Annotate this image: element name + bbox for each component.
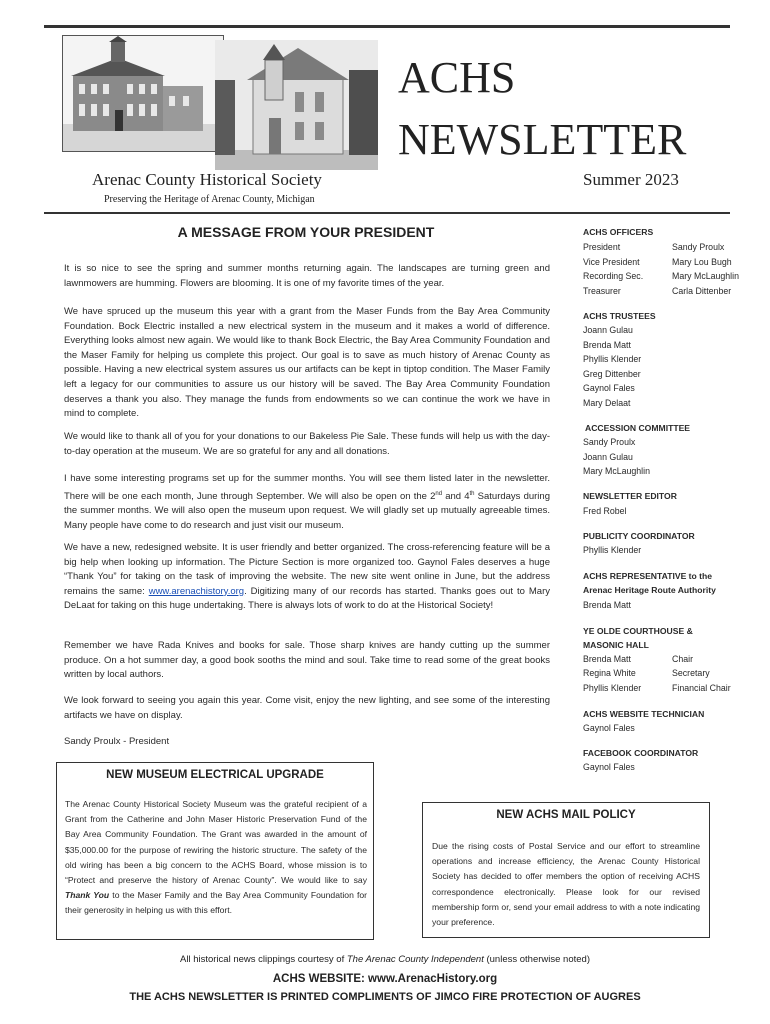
editor-heading: NEWSLETTER EDITOR <box>583 491 677 501</box>
website-tech-name: Gaynol Fales <box>583 723 635 733</box>
officer-role: Vice President <box>583 257 640 267</box>
accession-member: Mary McLaughlin <box>583 466 650 476</box>
representative-heading-2: Arenac Heritage Route Authority <box>583 585 716 595</box>
publicity-name: Phyllis Klender <box>583 545 642 555</box>
electrical-upgrade-heading: NEW MUSEUM ELECTRICAL UPGRADE <box>106 769 324 781</box>
issue-season: Summer 2023 <box>583 170 679 189</box>
accession-heading: ACCESSION COMMITTEE <box>585 423 691 433</box>
officer-name: Mary McLaughlin <box>672 271 739 281</box>
footer-printed-by: THE ACHS NEWSLETTER IS PRINTED COMPLIMENTS OF JIMCO FIRE PROTECTION OF AUGRES <box>129 991 641 1003</box>
president-signature: Sandy Proulx - President <box>64 736 170 747</box>
trustee-name: Joann Gulau <box>583 325 633 335</box>
courthouse-role: Financial Chair <box>672 683 731 693</box>
mail-policy-box <box>422 802 710 938</box>
representative-heading: ACHS REPRESENTATIVE to the <box>583 571 713 581</box>
publicity-heading: PUBLICITY COORDINATOR <box>583 531 695 541</box>
society-name: Arenac County Historical Society <box>92 170 322 189</box>
electrical-upgrade-box <box>56 762 374 940</box>
president-paragraph-6: Remember we have Rada Knives and books for sale. Those sharp knives are handy cutting up the summer produce. On a hot summer day, a good book sooths the mind and soul. Take time to read some of the great books written by local authors. <box>64 640 550 681</box>
tagline: Preserving the Heritage of Arenac County, Michigan <box>104 194 315 205</box>
courthouse-member: Regina White <box>583 668 636 678</box>
website-link[interactable]: www.arenachistory.org <box>148 585 245 597</box>
president-paragraph-7: We look forward to seeing you again this year. Come visit, enjoy the new lighting, and see some of the interesting artifacts we have on display. <box>64 695 550 721</box>
officer-name: Mary Lou Bugh <box>672 257 732 267</box>
newsletter-title-line1: ACHS <box>398 53 516 102</box>
newsletter-title-line2: NEWSLETTER <box>398 115 687 164</box>
editor-name: Fred Robel <box>583 506 627 516</box>
courthouse-member: Brenda Matt <box>583 654 631 664</box>
header-rule <box>44 212 730 214</box>
representative-name: Brenda Matt <box>583 600 631 610</box>
courthouse-photo <box>62 35 224 152</box>
facebook-name: Gaynol Fales <box>583 762 635 772</box>
church-photo <box>215 40 378 170</box>
president-paragraph-2: We have spruced up the museum this year with a grant from the Maser Funds from the Bay Area Community Foundation. Bock Electric installed a new electrical system in the museum and it makes a world of difference. Everything looks almost new again. We would like to thank Bock Electric, the Bay Area Community Foundation and the Maser Family for helping us complete this project. Our goal is to save as much history of Arenac County as possible. Having a new electrical system assures us our artifacts can be kept in tiptop condition. The Maser Family left a legacy for our communities to assure us our history will be saved. The Bay Area Community Foundation deserves a thank you also. They manage the funds from endowments so we can continue the work we have in mind to complete. <box>64 306 550 420</box>
mail-policy-text: Due the rising costs of Postal Service and our effort to streamline operations and increase efficiency, the Arenac County Historical Society has decided to offer members the option of receiving ACHS correspondence electronically. Please look for our revised membership form or, send your email address to with a note indicating your preference. <box>432 841 700 928</box>
trustee-name: Phyllis Klender <box>583 354 642 364</box>
president-paragraph-3: We would like to thank all of you for your donations to our Bakeless Pie Sale. These funds will help us with the day-to-day operation at the museum. We are so grateful for any and all donations. <box>64 431 550 457</box>
officers-heading: ACHS OFFICERS <box>583 227 654 237</box>
trustees-heading: ACHS TRUSTEES <box>583 311 656 321</box>
president-paragraph-1: It is so nice to see the spring and summer months returning again. The landscapes are turning green and lawnmowers are humming. Flowers are blooming. It is one of my favorite times of the year. <box>64 263 550 289</box>
officer-name: Carla Dittenber <box>672 286 732 296</box>
clippings-credit: All historical news clippings courtesy of The Arenac County Independent (unless otherwise noted) <box>180 954 590 965</box>
courthouse-role: Chair <box>672 654 694 664</box>
electrical-upgrade-text: The Arenac County Historical Society Museum was the grateful recipient of a Grant from the Catherine and John Maser Historic Preservation Fund of the Bay Area Community Foundation. The Grant was awarded in the amount of $35,000.00 for the purpose of rewiring the historic structure. The safety of the old wiring has been a big concern to the ACHS Board, whose mission is to “Protect and preserve the history of Arenac County”. We would like to say Thank You to the Maser Family and the Bay Area Community Foundation for their generosity in helping us with this effort. <box>65 799 367 916</box>
trustee-name: Brenda Matt <box>583 340 631 350</box>
trustee-name: Greg Dittenber <box>583 369 641 379</box>
website-tech-heading: ACHS WEBSITE TECHNICIAN <box>583 709 705 719</box>
accession-member: Sandy Proulx <box>583 437 636 447</box>
facebook-heading: FACEBOOK COORDINATOR <box>583 748 699 758</box>
president-message-heading: A MESSAGE FROM YOUR PRESIDENT <box>177 224 435 240</box>
courthouse-member: Phyllis Klender <box>583 683 642 693</box>
officer-name: Sandy Proulx <box>672 242 725 252</box>
president-paragraph-5: We have a new, redesigned website. It is user friendly and better organized. The cross-referencing feature will be a big help when looking up information. The Picture Section is more organized too. Gaynol Fales deserves a huge “Thank You” for taking on the task of improving the website. The new site went online in June, but the address remains the same: www.arenachistory.org. Digitizing many of our records has started. Thanks goes out to Mary DeLaat for taking on this huge undertaking. There is always lots of work to do at the Historical Society! <box>64 542 550 612</box>
officer-role: President <box>583 242 621 252</box>
trustee-name: Mary Delaat <box>583 398 631 408</box>
courthouse-role: Secretary <box>672 668 710 678</box>
accession-member: Joann Gulau <box>583 452 633 462</box>
officer-role: Recording Sec. <box>583 271 644 281</box>
officer-role: Treasurer <box>583 286 621 296</box>
mail-policy-heading: NEW ACHS MAIL POLICY <box>496 809 636 821</box>
courthouse-heading-2: MASONIC HALL <box>583 640 649 650</box>
president-paragraph-4: I have some interesting programs set up for the summer months. You will see them listed later in the newsletter. There will be one each month, June through September. We will also be open on the 2nd and 4th Saturdays during the summer months. We will also open the museum upon request. We will gladly set up mutually agreeable times. Many people have come to do research and just visit our museum. <box>64 473 550 531</box>
trustee-name: Gaynol Fales <box>583 383 635 393</box>
top-rule <box>44 25 730 28</box>
courthouse-heading: YE OLDE COURTHOUSE & <box>583 626 693 636</box>
footer-website: ACHS WEBSITE: www.ArenacHistory.org <box>272 973 498 985</box>
